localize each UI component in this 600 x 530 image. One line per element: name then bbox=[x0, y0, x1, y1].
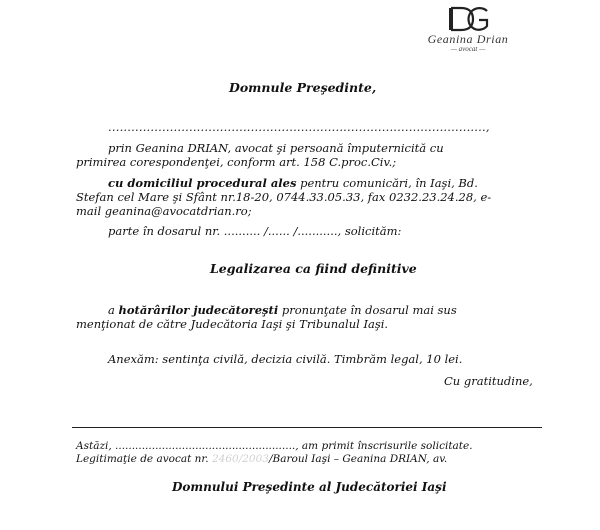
para2-line1 bbox=[108, 176, 478, 191]
logo-subtitle: — avocat — bbox=[450, 45, 486, 53]
closing: Cu gratitudine, bbox=[444, 374, 533, 388]
request-title: Legalizarea ca fiind definitive bbox=[210, 261, 417, 276]
logo-name: Geanina Drian bbox=[427, 32, 509, 46]
legitimation-line bbox=[76, 452, 447, 467]
logo bbox=[403, 6, 533, 56]
para2-rest: pentru comunicări, în Iaşi, Bd. bbox=[296, 176, 478, 190]
dotted-name-line: .................................................................................................., bbox=[108, 120, 490, 134]
receipt-line: Astăzi, ......................................................, am primit înscrisurile solicitate. bbox=[76, 440, 473, 452]
legitimation-number: 2460/2003 bbox=[211, 453, 269, 465]
para2-bold: cu domiciliul procedural ales bbox=[108, 176, 297, 190]
request-rest: pronunţate în dosarul mai sus bbox=[278, 303, 457, 317]
para2-line3: mail geanina@avocatdrian.ro; bbox=[76, 204, 252, 218]
legitimation-prefix: Legitimaţie de avocat nr. bbox=[76, 453, 212, 465]
para2-line2: Stefan cel Mare şi Sfânt nr.18-20, 0744.33.05.33, fax 0232.23.24.28, e- bbox=[76, 190, 492, 204]
annex-line: Anexăm: sentinţa civilă, decizia civilă. Timbrăm legal, 10 lei. bbox=[108, 352, 463, 366]
divider bbox=[72, 427, 542, 428]
request-line1 bbox=[108, 303, 457, 318]
request-prefix: a bbox=[108, 303, 119, 317]
case-number-line: parte în dosarul nr. .......... /...... /..........., solicităm: bbox=[108, 224, 402, 238]
legitimation-rest: /Baroul Iaşi – Geanina DRIAN, av. bbox=[268, 453, 448, 465]
heading: Domnule Preşedinte, bbox=[229, 80, 377, 95]
monogram-logo-icon bbox=[447, 6, 489, 32]
para1-line1: prin Geanina DRIAN, avocat şi persoană împuternicită cu bbox=[108, 141, 444, 155]
request-bold: hotărârilor judecătoreşti bbox=[118, 303, 279, 317]
para1-line2: primirea corespondenţei, conform art. 158 C.proc.Civ.; bbox=[76, 155, 397, 169]
footer-addressee: Domnului Preşedinte al Judecătoriei Iaşi bbox=[172, 480, 447, 494]
request-line2: menţionat de către Judecătoria Iaşi şi Tribunalul Iaşi. bbox=[76, 317, 389, 331]
